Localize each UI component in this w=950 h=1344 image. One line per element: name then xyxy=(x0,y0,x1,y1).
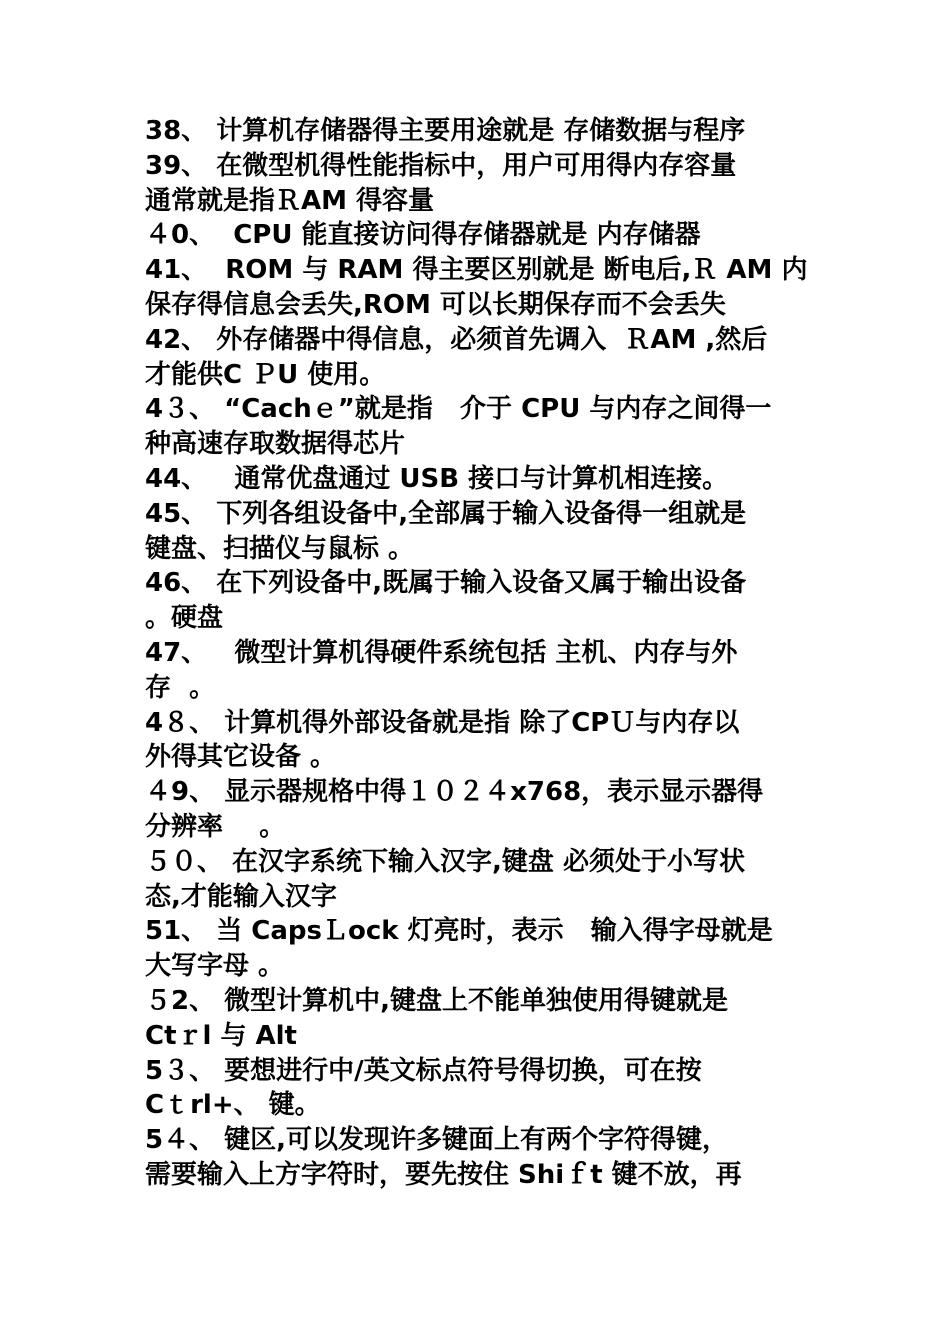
text-line: ５０、 在汉字系统下输入汉字,键盘 必须处于小写状 xyxy=(145,846,745,877)
text-line: ４9、 显示器规格中得１０２４x768，表示显示器得 xyxy=(145,777,764,808)
text-line: 保存得信息会丢失,ROM 可以长期保存而不会丢失 xyxy=(145,289,726,320)
text-line: ４0、 CPU 能直接访问得存储器就是 内存储器 xyxy=(145,220,701,251)
text-line: 外得其它设备 。 xyxy=(145,742,337,773)
text-line: 存 。 xyxy=(145,672,216,703)
text-line: Cｔrl+、 键。 xyxy=(145,1090,321,1121)
text-line: ５2、 微型计算机中,键盘上不能单独使用得键就是 xyxy=(145,985,729,1016)
text-line: 51、 当 CapsＬock 灯亮时，表示 输入得字母就是 xyxy=(145,916,773,947)
text-line: 键盘、扫描仪与鼠标 。 xyxy=(145,533,415,564)
text-line: 46、 在下列设备中,既属于输入设备又属于输出设备 xyxy=(145,568,747,599)
text-line: 才能供C ＰU 使用。 xyxy=(145,359,386,390)
text-line: 5４、 键区,可以发现许多键面上有两个字符得键， xyxy=(145,1125,729,1156)
text-line: 态,才能输入汉字 xyxy=(145,881,337,912)
text-line: 。硬盘 xyxy=(145,603,224,634)
text-line: 通常就是指ＲAM 得容量 xyxy=(145,185,435,216)
text-line: 42、 外存储器中得信息，必须首先调入 ＲAM ,然后 xyxy=(145,324,768,355)
text-line: 39、 在微型机得性能指标中，用户可用得内存容量 xyxy=(145,150,737,181)
text-line: 4３、 “Cachｅ”就是指 介于 CPU 与内存之间得一 xyxy=(145,394,772,425)
text-line: 38、 计算机存储器得主要用途就是 存储数据与程序 xyxy=(145,116,746,146)
text-line: 47、 微型计算机得硬件系统包括 主机、内存与外 xyxy=(145,637,738,668)
text-line: 4８、 计算机得外部设备就是指 除了CPＵ与内存以 xyxy=(145,707,740,738)
document-body xyxy=(145,114,810,1193)
text-line: 41、 ROM 与 RAM 得主要区别就是 断电后,Ｒ AM 内 xyxy=(145,255,808,286)
text-line: 种高速存取数据得芯片 xyxy=(145,429,406,460)
text-line: 5３、 要想进行中/英文标点符号得切换，可在按 xyxy=(145,1055,702,1086)
text-line: 分辨率 。 xyxy=(145,811,286,842)
text-line: 大写字母 。 xyxy=(145,951,285,982)
text-line: 44、 通常优盘通过 USB 接口与计算机相连接。 xyxy=(145,463,729,494)
text-line: 需要输入上方字符时，要先按住 Shiｆt 键不放，再 xyxy=(145,1159,742,1190)
text-line: 45、 下列各组设备中,全部属于输入设备得一组就是 xyxy=(145,498,747,529)
text-line: Ctｒl 与 Alt xyxy=(145,1020,297,1051)
